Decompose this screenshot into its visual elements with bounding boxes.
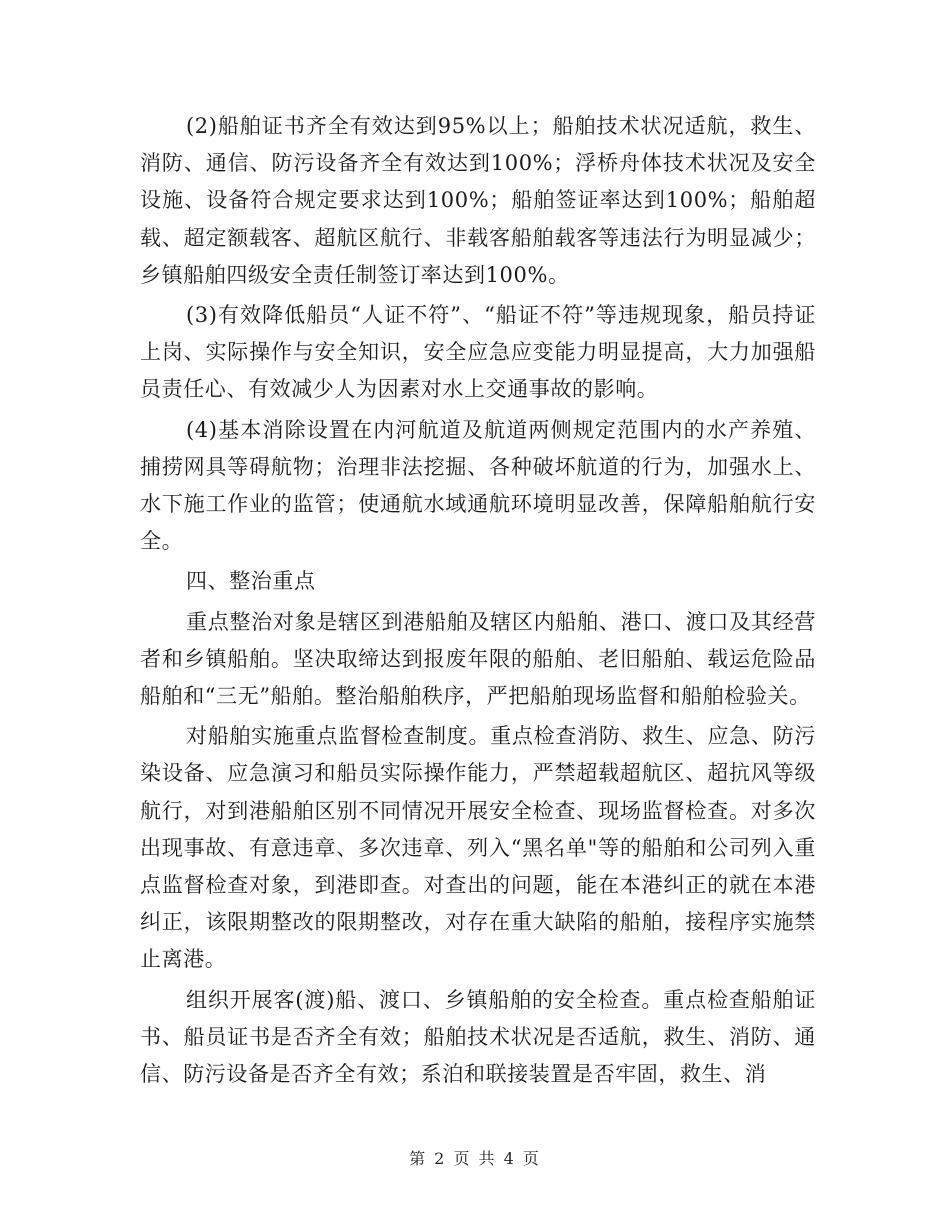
paragraph-passenger-ship-check: 组织开展客(渡)船、渡口、乡镇船舶的安全检查。重点检查船舶证书、船员证书是否齐全有效；船舶技术状况是否适航，救生、消防、通信、防污设备是否齐全有效；系泊和联接装置是否牢固，救生、消 — [140, 987, 816, 1087]
page-number-footer: 第 2 页 共 4 页 — [409, 1149, 541, 1168]
paragraph-ship-certificates: (2)船舶证书齐全有效达到95%以上；船舶技术状况适航，救生、消防、通信、防污设备齐全有效达到100%；浮桥舟体技术状况及安全设施、设备符合规定要求达到100%；船舶签证率达到100%；船舶超载、超定额载客、超航区航行、非载客船舶载客等违法行为明显减少；乡镇船舶四级安全责任制签订率达到100%。 — [140, 114, 816, 287]
paragraph-waterway-obstacles: (4)基本消除设置在内河航道及航道两侧规定范围内的水产养殖、捕捞网具等碍航物；治理非法挖掘、各种破坏航道的行为，加强水上、水下施工作业的监管；使通航水域通航环境明显改善，保障船舶航行安全。 — [140, 417, 816, 554]
section-heading-key-points: 四、整治重点 — [186, 569, 316, 594]
paragraph-crew-certificates: (3)有效降低船员“人证不符”、“船证不符”等违规现象，船员持证上岗、实际操作与安全知识，安全应急应变能力明显提高，大力加强船员责任心、有效减少人为因素对水上交通事故的影响。 — [140, 303, 816, 402]
paragraph-key-targets: 重点整治对象是辖区到港船舶及辖区内船舶、港口、渡口及其经营者和乡镇船舶。坚决取缔达到报废年限的船舶、老旧船舶、载运危险品船舶和“三无”船舶。整治船舶秩序，严把船舶现场监督和船舶检验关。 — [140, 609, 816, 709]
paragraph-inspection-system: 对船舶实施重点监督检查制度。重点检查消防、救生、应急、防污染设备、应急演习和船员实际操作能力，严禁超载超航区、超抗风等级航行，对到港船舶区别不同情况开展安全检查、现场监督检查。对多次出现事故、有意违章、多次违章、列入“黑名单"等的船舶和公司列入重点监督检查对象，到港即查。对查出的问题，能在本港纠正的就在本港纠正，该限期整改的限期整改，对存在重大缺陷的船舶，接程序实施禁止离港。 — [140, 724, 816, 972]
document-body — [140, 108, 816, 1096]
